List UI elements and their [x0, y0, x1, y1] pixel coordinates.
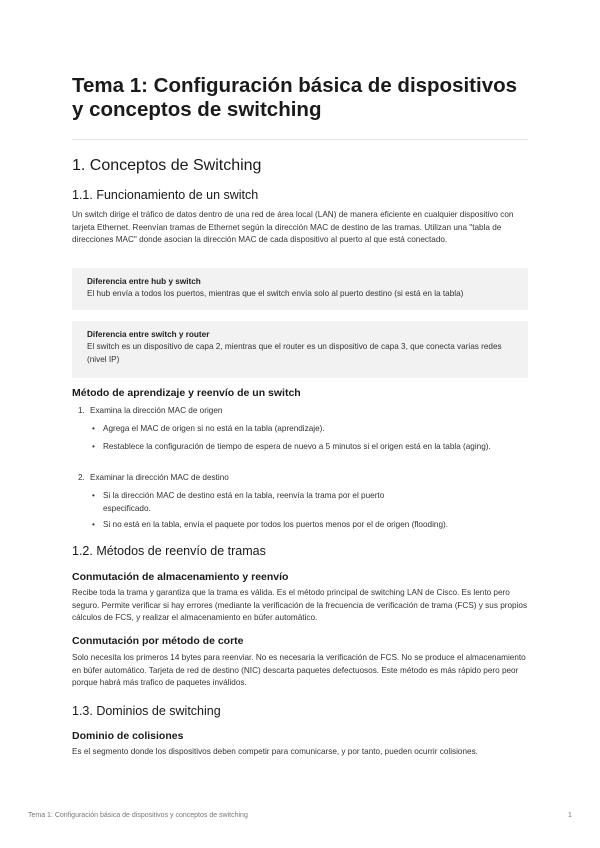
method-heading: Método de aprendizaje y reenvío de un switch: [72, 387, 301, 399]
bullet-icon: •: [92, 442, 95, 451]
bullet-text: Restablece la configuración de tiempo de espera de nuevo a 5 minutos si el origen está en la tabla (aging).: [103, 442, 491, 451]
bullet-text: Si no está en la tabla, envía el paquete por todos los puertos menos por el de origen (flooding).: [103, 520, 449, 529]
title-divider: [72, 139, 528, 140]
bullet-item: [92, 490, 422, 515]
list-item: [78, 472, 229, 484]
bullet-text: Si la dirección MAC de destino está en la tabla, reenvía la trama por el puerto especificado.: [103, 491, 385, 513]
list-number: 2.: [78, 473, 85, 482]
list-item-label: Examinar la dirección MAC de destino: [90, 473, 229, 482]
callout-text: El switch es un dispositivo de capa 2, mientras que el router es un dispositivo de capa 3, que conecta varias redes (nivel IP): [87, 342, 502, 364]
page-title: Tema 1: Configuración básica de dispositivos y conceptos de switching: [72, 74, 518, 121]
subsection-heading: 1.2. Métodos de reenvío de tramas: [72, 544, 266, 558]
bullet-item: [92, 441, 512, 454]
paragraph: Solo necesita los primeros 14 bytes para reenviar. No es necesaria la verificación de FCS. No se produce el almacenamiento en búfer automático. Tarjeta de red de destino (NIC) descarta paquetes defectuosos. Este método es más rápido pero peor porque habrá más trafico de paquetes inválidos.: [72, 653, 526, 688]
callout-text: El hub envía a todos los puertos, mientras que el switch envía solo al puerto destino (si está en la tabla): [87, 289, 464, 298]
bullet-item: [92, 423, 512, 436]
callout-title: Diferencia entre hub y switch: [87, 277, 201, 286]
bullet-item: [92, 519, 512, 532]
method-heading: Conmutación de almacenamiento y reenvío: [72, 571, 289, 583]
callout-box: [72, 268, 528, 310]
footer-title: Tema 1: Configuración básica de dispositivos y conceptos de switching: [28, 812, 248, 819]
method-heading: Conmutación por método de corte: [72, 635, 244, 647]
callout-box: [72, 321, 528, 378]
paragraph: Un switch dirige el tráfico de datos dentro de una red de área local (LAN) de manera eficiente en cualquier dispositivo con tarjeta Ethernet. Reenvían tramas de Ethernet según la dirección MAC de destino de las tramas. Utilizan una "tabla de direcciones MAC" donde asocian la dirección MAC de cada dispositivo al puerto al que está conectado.: [72, 210, 514, 245]
subsection-heading: 1.1. Funcionamiento de un switch: [72, 188, 259, 202]
list-item: [78, 405, 222, 417]
bullet-icon: •: [92, 520, 95, 529]
bullet-icon: •: [92, 424, 95, 433]
bullet-text: Agrega el MAC de origen si no está en la tabla (aprendizaje).: [103, 424, 325, 433]
page-number: 1: [568, 812, 572, 819]
bullet-icon: •: [92, 491, 95, 500]
paragraph: Es el segmento donde los dispositivos deben competir para comunicarse, y por tanto, pueden ocurrir colisiones.: [72, 747, 478, 756]
list-item-label: Examina la dirección MAC de origen: [90, 406, 223, 415]
method-heading: Dominio de colisiones: [72, 730, 184, 742]
list-number: 1.: [78, 406, 85, 415]
section-heading: 1. Conceptos de Switching: [72, 157, 262, 174]
subsection-heading: 1.3. Dominios de switching: [72, 704, 221, 718]
callout-title: Diferencia entre switch y router: [87, 330, 210, 339]
paragraph: Recibe toda la trama y garantiza que la trama es válida. Es el método principal de switching LAN de Cisco. Es lento pero seguro. Permite verificar si hay errores (mediante la verificación de la frecuencia de verificación de trama (FCS) y sus propios cálculos de FCS, y realizar el almacenamiento en búfer automático.: [72, 588, 528, 623]
